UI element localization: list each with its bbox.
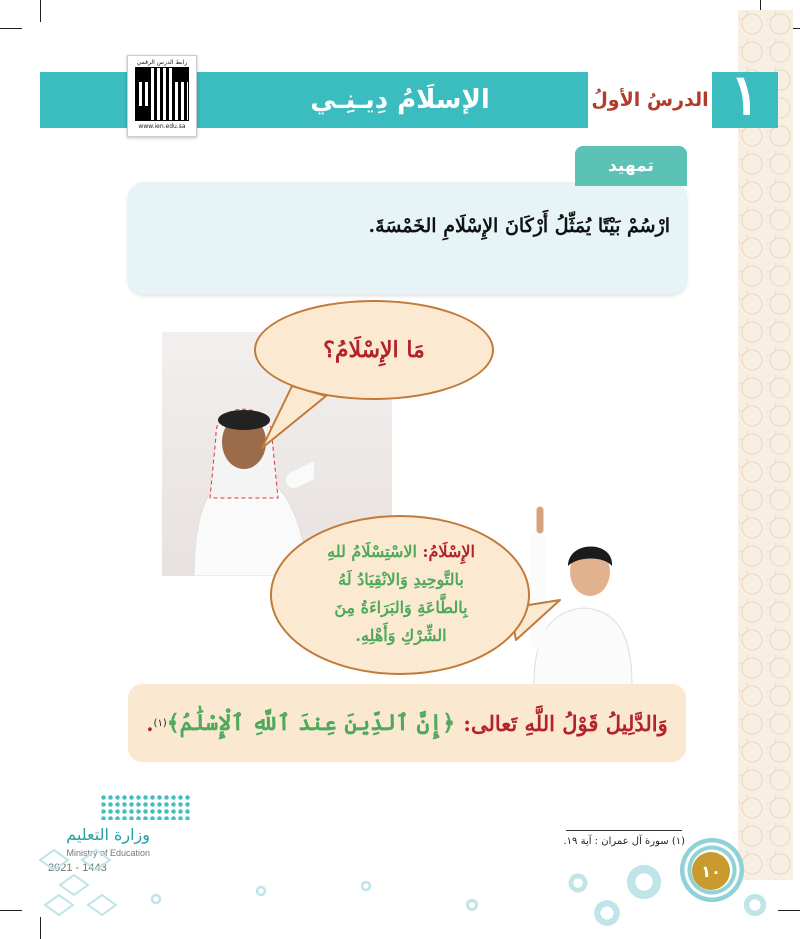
evidence-lead: وَالدَّلِيلُ قَوْلُ اللَّهِ تَعالى: (463, 710, 668, 736)
lesson-label: الدرسُ الأولُ (591, 89, 709, 111)
lesson-label-tag (588, 72, 712, 128)
question-text: مَا الإِسْلَامُ؟ (323, 337, 425, 363)
question-bubble (254, 300, 494, 400)
decorative-pattern-strip (738, 10, 793, 880)
decorative-flower-icon (592, 898, 622, 928)
evidence-end: . (146, 710, 154, 736)
ministry-name-en: Ministry of Education (66, 848, 150, 858)
footnote-rule (566, 830, 682, 831)
answer-term: الإِسْلَامُ: (422, 542, 475, 561)
decorative-flower-icon (150, 893, 162, 905)
answer-line-3: بِالطَّاعَةِ وَالبَرَاءَةُ مِنَ (334, 598, 468, 617)
decorative-flower-icon (255, 885, 267, 897)
answer-line-1 (290, 538, 512, 566)
lesson-title: الإسلَامُ دِيـنِـي (310, 85, 490, 115)
crop-mark (778, 910, 800, 911)
ministry-year: 2021 - 1443 (48, 862, 107, 874)
answer-line-2: بالتَّوحِيدِ وَالانْقِيَادُ لَهُ (338, 570, 464, 589)
footnote-ref[interactable]: (١) (153, 717, 167, 729)
decorative-flower-icon (465, 898, 479, 912)
lesson-number: ١ (729, 62, 761, 128)
page-number: ١٠ (692, 852, 730, 890)
qr-url: www.ien.edu.sa (138, 123, 186, 130)
decorative-flower-icon (624, 862, 664, 902)
decorative-flower-icon (360, 880, 372, 892)
intro-text: ارْسُمْ بَيْتًا يُمَثِّلُ أَرْكَانَ الإِسْلَامِ الخَمْسَةَ. (368, 215, 670, 237)
qr-code-icon[interactable] (136, 68, 188, 120)
intro-tab-label: تمهيد (608, 156, 654, 176)
intro-tab (575, 146, 687, 186)
crop-mark (40, 917, 41, 939)
qr-code-card[interactable] (127, 55, 197, 137)
answer-line-4: الشِّرْكِ وَأَهْلِهِ. (355, 626, 447, 645)
qr-label: رابط الدرس الرقمي (136, 59, 188, 66)
decorative-flower-icon (742, 892, 768, 918)
boy-photo (524, 500, 634, 685)
answer-line-1-body: الاسْتِسْلَامُ للهِ (327, 542, 417, 561)
evidence-bar (128, 684, 686, 762)
ministry-logo-icon (100, 794, 190, 820)
footnote: (١) سورة آل عمران : آية ١٩. (563, 836, 685, 847)
crop-mark (0, 28, 22, 29)
crop-mark (40, 0, 41, 22)
decorative-flower-icon (567, 872, 589, 894)
ministry-name-ar: وزارة التعليم (66, 825, 150, 844)
crop-mark (0, 910, 22, 911)
answer-text (290, 538, 512, 650)
intro-box (128, 182, 687, 294)
evidence-verse: ﴿إِنَّ ٱلدِّينَ عِندَ ٱللَّهِ ٱلْإِسْلَٰمُ﴾ (166, 710, 456, 736)
